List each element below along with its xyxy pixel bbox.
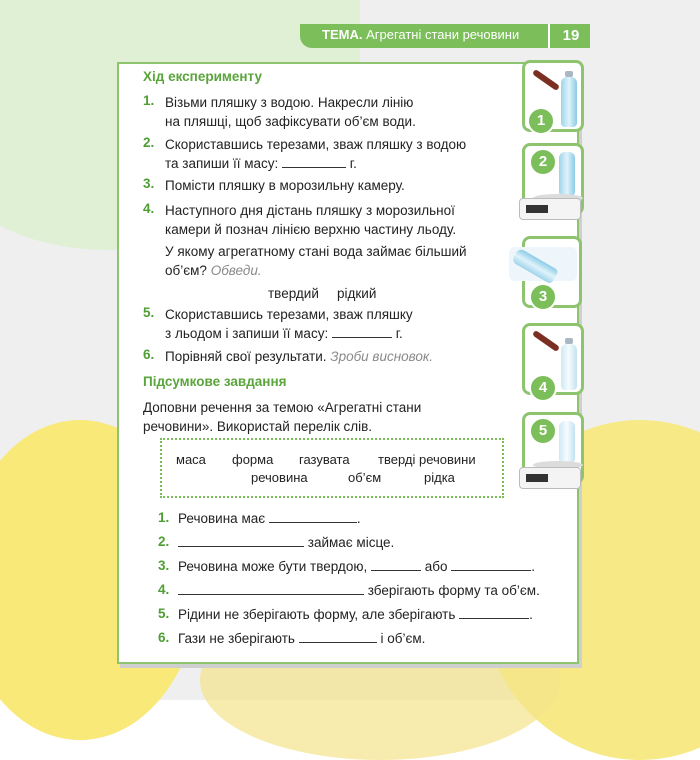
word-bank-item: об’єм xyxy=(348,470,382,485)
experiment-title: Хід експерименту xyxy=(143,69,262,84)
experiment-photo-3 xyxy=(522,236,582,308)
step-line: Порівняй свої результати. xyxy=(165,349,327,364)
frozen-bottle-icon xyxy=(559,421,575,463)
mass-blank-1[interactable] xyxy=(282,155,346,168)
step-line: камери й познач лінією верхню частину льоду. xyxy=(165,222,457,237)
bottle-cap-icon xyxy=(565,338,573,344)
sentence-text: Речовина має xyxy=(178,511,266,526)
unit-label: г. xyxy=(395,326,403,341)
topic-title: Агрегатні стани речовини xyxy=(366,27,520,42)
sentence xyxy=(178,510,361,526)
step-line: Наступного дня дістань пляшку з морозильної xyxy=(165,203,455,218)
photo-badge: 3 xyxy=(529,283,557,311)
answer-blank[interactable] xyxy=(269,510,357,523)
step-text xyxy=(165,176,405,195)
answer-blank[interactable] xyxy=(451,558,531,571)
word-bank-item: тверді речовини xyxy=(378,452,476,467)
topic-header xyxy=(322,27,519,42)
answer-blank[interactable] xyxy=(371,558,421,571)
sentence-text: Гази не зберігають xyxy=(178,631,295,646)
answer-blank[interactable] xyxy=(178,582,364,595)
question-line: об’єм? xyxy=(165,263,207,278)
step-text xyxy=(165,305,413,343)
word-bank-item: маса xyxy=(176,452,206,467)
experiment-photo-2 xyxy=(522,143,584,215)
step-number: 6. xyxy=(143,347,155,362)
sentence-number: 5. xyxy=(158,606,170,621)
sentence-text: зберігають форму та об’єм. xyxy=(367,583,540,598)
scale-icon xyxy=(519,467,581,489)
photo-badge: 4 xyxy=(529,374,557,402)
word-bank-item: газувата xyxy=(299,452,350,467)
step-number: 5. xyxy=(143,305,155,320)
experiment-photo-5 xyxy=(522,412,584,484)
word-bank-item: рідка xyxy=(424,470,455,485)
sentence-number: 2. xyxy=(158,534,170,549)
sentence: Речовина може бути твердою, або . xyxy=(178,559,536,574)
word-bank-item: форма xyxy=(232,452,274,467)
sentence xyxy=(178,534,394,550)
bottle-icon xyxy=(559,152,575,196)
question-line: У якому агрегатному стані вода займає більший xyxy=(165,244,467,259)
photo-badge: 1 xyxy=(527,107,555,135)
summary-intro xyxy=(143,398,421,436)
step-number: 1. xyxy=(143,93,155,108)
word-bank xyxy=(160,438,504,498)
option-solid[interactable]: твердий xyxy=(268,286,319,301)
photo-badge: 2 xyxy=(529,148,557,176)
step-number: 4. xyxy=(143,201,155,216)
sentence-text: . xyxy=(356,511,361,526)
step-text xyxy=(165,135,466,173)
photo-badge: 5 xyxy=(529,417,557,445)
sentence-text: Речовина може бути твердою, xyxy=(178,559,368,574)
sentence xyxy=(178,630,425,646)
step-text xyxy=(165,347,433,366)
sentence-number: 4. xyxy=(158,582,170,597)
experiment-photo-4 xyxy=(522,323,584,395)
bottle-cap-icon xyxy=(565,71,573,77)
marker-icon xyxy=(532,330,560,352)
word-bank-item: речовина xyxy=(251,470,308,485)
intro-line: речовини». Використай перелік слів. xyxy=(143,419,373,434)
step-line: з льодом і запиши її масу: xyxy=(165,326,329,341)
page-number: 19 xyxy=(548,24,592,48)
step-hint: Зроби висновок. xyxy=(330,349,434,364)
sentence xyxy=(178,582,540,598)
sentence-text: або xyxy=(424,559,448,574)
sentence xyxy=(178,606,533,622)
unit-label: г. xyxy=(349,156,357,171)
step-line: Скориставшись терезами, зваж пляшку з водою xyxy=(165,137,467,152)
step-line: на пляшці, щоб зафіксувати об’єм води. xyxy=(165,114,416,129)
step-number: 3. xyxy=(143,176,155,191)
answer-blank[interactable] xyxy=(299,630,377,643)
answer-blank[interactable] xyxy=(459,606,529,619)
mass-blank-2[interactable] xyxy=(332,325,392,338)
sentence-text: і об’єм. xyxy=(380,631,426,646)
step-line: Візьми пляшку з водою. Накресли лінію xyxy=(165,95,414,110)
step-line: Помісти пляшку в морозильну камеру. xyxy=(165,178,405,193)
step-number: 2. xyxy=(143,135,155,150)
question-text xyxy=(165,242,467,280)
step-line: та запиши її масу: xyxy=(165,156,279,171)
answer-blank[interactable] xyxy=(178,534,304,547)
experiment-photo-1 xyxy=(522,60,584,132)
step-text xyxy=(165,201,456,239)
step-line: Скориставшись терезами, зваж пляшку xyxy=(165,307,413,322)
frozen-bottle-icon xyxy=(561,344,577,390)
intro-line: Доповни речення за темою «Агрегатні стани xyxy=(143,400,422,415)
bottle-icon xyxy=(561,77,577,127)
marker-icon xyxy=(532,69,560,91)
sentence-text: займає місце. xyxy=(307,535,395,550)
sentence-number: 3. xyxy=(158,558,170,573)
step-text xyxy=(165,93,416,131)
question-hint: Обведи. xyxy=(210,263,262,278)
sentence-number: 1. xyxy=(158,510,170,525)
summary-title: Підсумкове завдання xyxy=(143,374,287,389)
sentence-text: . xyxy=(529,607,533,622)
tema-label: ТЕМА. xyxy=(322,27,363,42)
sentence-text: Рідини не зберігають форму, але зберігають xyxy=(178,607,456,622)
scale-icon xyxy=(519,198,581,220)
sentence-number: 6. xyxy=(158,630,170,645)
option-liquid[interactable]: рідкий xyxy=(337,286,377,301)
